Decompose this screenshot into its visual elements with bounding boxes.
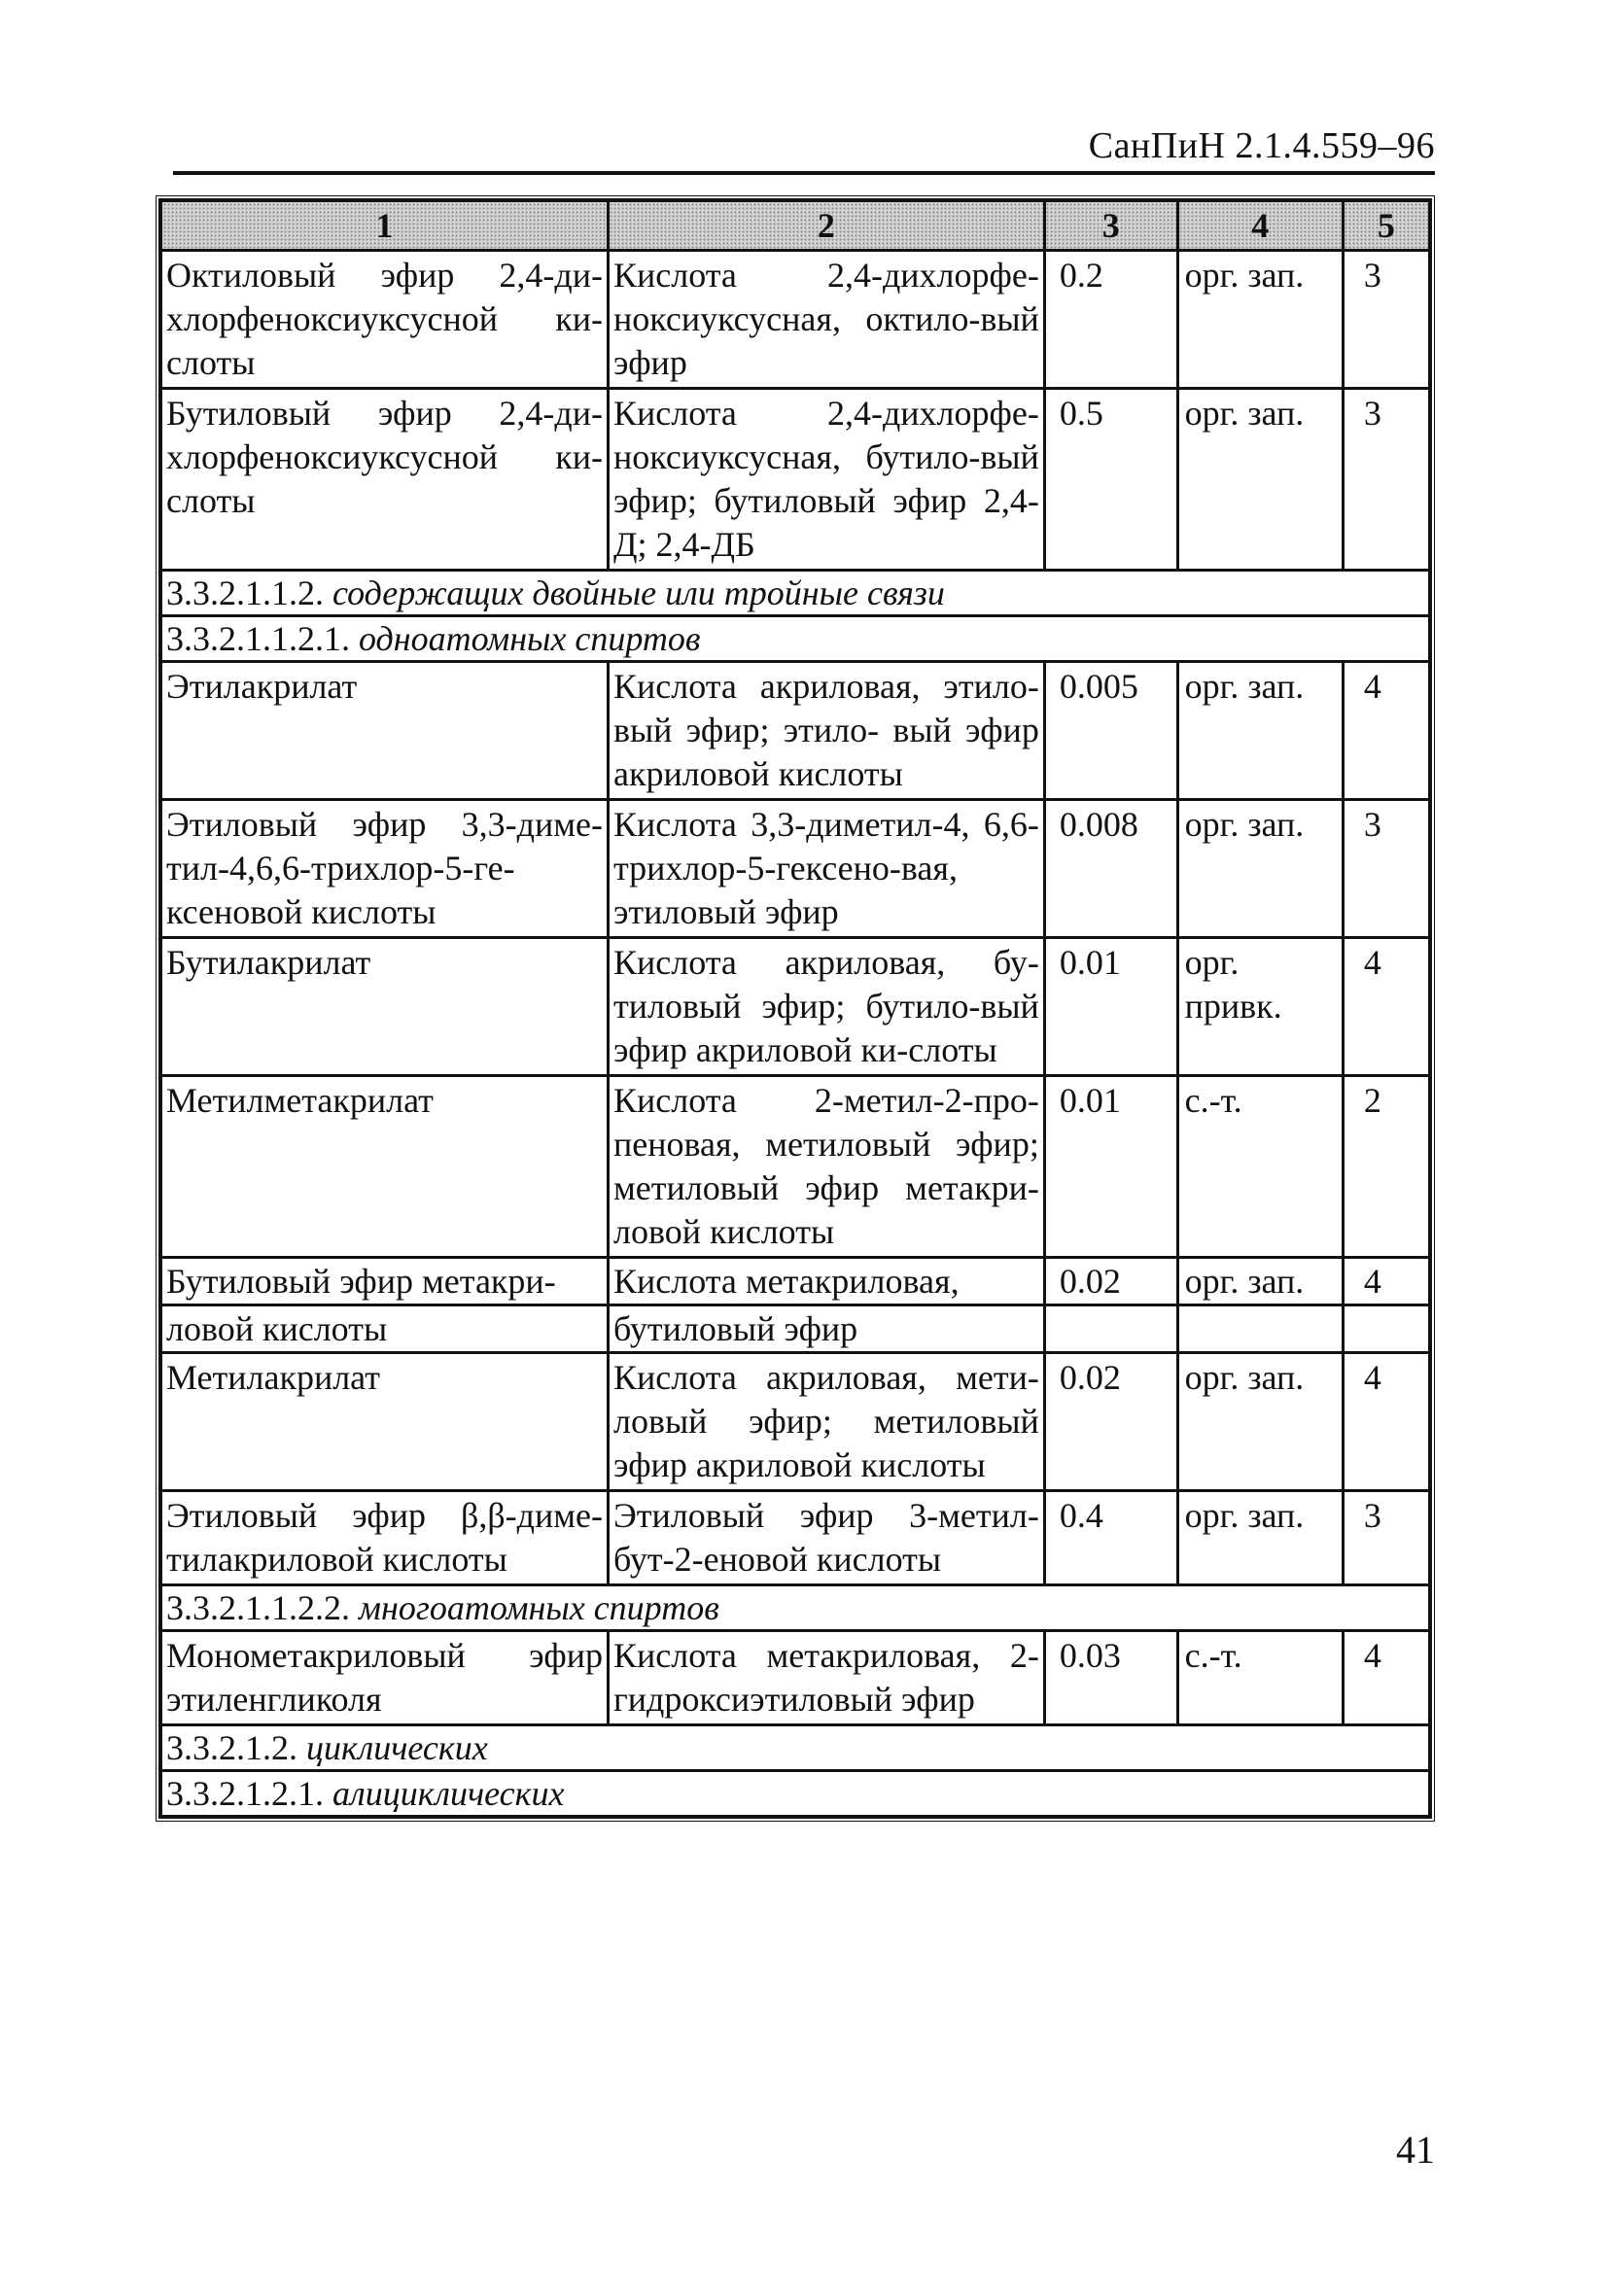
section-name: содержащих двойные или тройные связи — [332, 574, 945, 612]
mac-value: 0.01 — [1044, 1076, 1177, 1258]
substance-name: Метилметакрилат — [161, 1076, 609, 1258]
mac-value: 0.5 — [1044, 389, 1177, 571]
substance-synonyms: Кислота акриловая, мети-ловый эфир; метиловый эфир акриловой кислоты — [608, 1353, 1044, 1491]
hazard-class: 3 — [1343, 800, 1429, 938]
column-header: 5 — [1343, 201, 1429, 251]
hazard-sign: орг. зап. — [1177, 662, 1343, 800]
hazard-sign — [1177, 1305, 1343, 1353]
substance-name: Бутиловый эфир метакри- — [161, 1258, 609, 1305]
table-row — [161, 800, 1430, 938]
hazard-class: 3 — [1343, 1491, 1429, 1585]
table-row — [161, 1353, 1430, 1491]
substance-synonyms: бутиловый эфир — [608, 1305, 1044, 1353]
table-row — [161, 662, 1430, 800]
substance-name: Бутилакрилат — [161, 938, 609, 1076]
section-row — [161, 1771, 1430, 1817]
section-name: циклических — [306, 1728, 488, 1767]
table-row — [161, 1631, 1430, 1725]
hazard-class: 4 — [1343, 662, 1429, 800]
substance-synonyms: Кислота 2,4-дихлорфе-ноксиуксусная, октило-вый эфир — [608, 251, 1044, 389]
table-row — [161, 1076, 1430, 1258]
substance-name: Этиловый эфир β,β-диме-тилакриловой кислоты — [161, 1491, 609, 1585]
section-row — [161, 1585, 1430, 1631]
substance-synonyms: Кислота 3,3-диметил-4, 6,6-трихлор-5-гексено-вая, этиловый эфир — [608, 800, 1044, 938]
section-name: одноатомных спиртов — [359, 619, 701, 658]
header-rule — [173, 171, 1435, 175]
hazard-class: 4 — [1343, 1631, 1429, 1725]
table-row — [161, 1491, 1430, 1585]
section-name: алициклических — [332, 1774, 565, 1813]
table-row — [161, 251, 1430, 389]
substance-synonyms: Кислота акриловая, этило-вый эфир; этило- вый эфир акриловой кислоты — [608, 662, 1044, 800]
hazard-sign: с.-т. — [1177, 1631, 1343, 1725]
table-row — [161, 389, 1430, 571]
table-row — [161, 1305, 1430, 1353]
section-number: 3.3.2.1.2. — [166, 1728, 297, 1767]
hazard-sign: орг. зап. — [1177, 1491, 1343, 1585]
hazard-class: 4 — [1343, 938, 1429, 1076]
section-number: 3.3.2.1.1.2. — [166, 574, 324, 612]
mac-value — [1044, 1305, 1177, 1353]
column-number-row — [161, 201, 1430, 251]
section-number: 3.3.2.1.1.2.1. — [166, 619, 350, 658]
mac-value: 0.008 — [1044, 800, 1177, 938]
substance-name: Этилакрилат — [161, 662, 609, 800]
section-heading — [161, 1771, 1430, 1817]
section-heading — [161, 1585, 1430, 1631]
hazard-sign: с.-т. — [1177, 1076, 1343, 1258]
column-header: 2 — [608, 201, 1044, 251]
substances-table — [156, 195, 1435, 1822]
substance-name: Октиловый эфир 2,4-ди-хлорфеноксиуксусной ки-слоты — [161, 251, 609, 389]
column-header: 3 — [1044, 201, 1177, 251]
mac-value: 0.005 — [1044, 662, 1177, 800]
mac-value: 0.4 — [1044, 1491, 1177, 1585]
substance-synonyms: Кислота метакриловая, — [608, 1258, 1044, 1305]
document-code: СанПиН 2.1.4.559–96 — [1088, 125, 1435, 166]
table — [159, 199, 1431, 1818]
section-row — [161, 1725, 1430, 1771]
substance-name: Метилакрилат — [161, 1353, 609, 1491]
hazard-class: 3 — [1343, 389, 1429, 571]
substance-synonyms: Кислота метакриловая, 2-гидроксиэтиловый эфир — [608, 1631, 1044, 1725]
table-row — [161, 938, 1430, 1076]
page-number: 41 — [1396, 2128, 1435, 2172]
substance-name: Этиловый эфир 3,3-диме-тил-4,6,6-трихлор-5-ге-ксеновой кислоты — [161, 800, 609, 938]
hazard-sign: орг. зап. — [1177, 800, 1343, 938]
section-number: 3.3.2.1.2.1. — [166, 1774, 324, 1813]
section-heading — [161, 616, 1430, 662]
hazard-sign: орг. зап. — [1177, 1353, 1343, 1491]
hazard-sign: орг. зап. — [1177, 389, 1343, 571]
section-number: 3.3.2.1.1.2.2. — [166, 1588, 350, 1627]
mac-value: 0.2 — [1044, 251, 1177, 389]
section-row — [161, 571, 1430, 616]
substance-synonyms: Кислота 2,4-дихлорфе-ноксиуксусная, бутило-вый эфир; бутиловый эфир 2,4-Д; 2,4-ДБ — [608, 389, 1044, 571]
mac-value: 0.02 — [1044, 1258, 1177, 1305]
hazard-sign: орг. привк. — [1177, 938, 1343, 1076]
section-row — [161, 616, 1430, 662]
hazard-class: 4 — [1343, 1258, 1429, 1305]
table-row — [161, 1258, 1430, 1305]
substance-synonyms: Кислота акриловая, бу-тиловый эфир; бутило-вый эфир акриловой ки-слоты — [608, 938, 1044, 1076]
hazard-class: 2 — [1343, 1076, 1429, 1258]
substance-name: Монометакриловый эфир этиленгликоля — [161, 1631, 609, 1725]
substance-name: Бутиловый эфир 2,4-ди-хлорфеноксиуксусной ки-слоты — [161, 389, 609, 571]
hazard-class — [1343, 1305, 1429, 1353]
section-heading — [161, 1725, 1430, 1771]
hazard-sign: орг. зап. — [1177, 251, 1343, 389]
hazard-class: 3 — [1343, 251, 1429, 389]
mac-value: 0.01 — [1044, 938, 1177, 1076]
hazard-sign: орг. зап. — [1177, 1258, 1343, 1305]
mac-value: 0.03 — [1044, 1631, 1177, 1725]
mac-value: 0.02 — [1044, 1353, 1177, 1491]
section-heading — [161, 571, 1430, 616]
column-header: 1 — [161, 201, 609, 251]
substance-synonyms: Кислота 2-метил-2-про-пеновая, метиловый эфир; метиловый эфир метакри-ловой кислоты — [608, 1076, 1044, 1258]
section-name: многоатомных спиртов — [359, 1588, 719, 1627]
substance-synonyms: Этиловый эфир 3-метил-бут-2-еновой кислоты — [608, 1491, 1044, 1585]
substance-name: ловой кислоты — [161, 1305, 609, 1353]
column-header: 4 — [1177, 201, 1343, 251]
hazard-class: 4 — [1343, 1353, 1429, 1491]
